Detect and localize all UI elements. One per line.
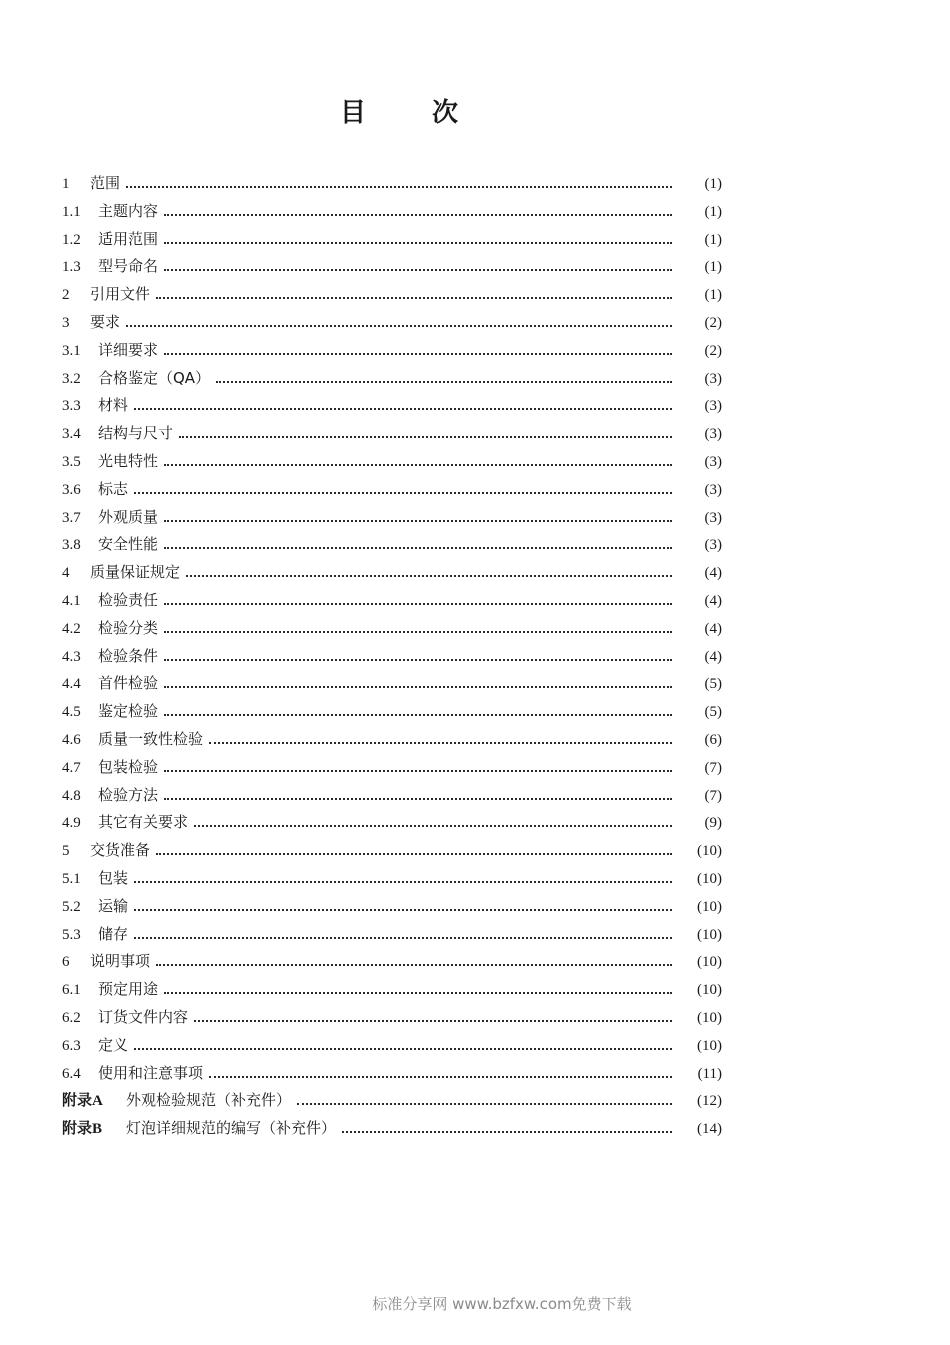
toc-entry-label: 包装 [98, 868, 129, 887]
toc-entry-number: 4.8 [62, 787, 81, 804]
toc-entry-number: 4.7 [62, 759, 81, 776]
toc-entry [62, 728, 722, 756]
toc-entry [62, 895, 722, 923]
toc-entry-label: 引用文件 [90, 285, 151, 304]
toc-entry-page: (1) [704, 203, 722, 220]
toc-entry [62, 422, 722, 450]
toc-entry-label: 灯泡详细规范的编写（补充件） [126, 1119, 337, 1138]
toc-entry-label: 型号命名 [98, 257, 159, 276]
footer-watermark: 标准分享网 www.bzfxw.com免费下载 [372, 1295, 632, 1313]
toc-entry-page: (4) [704, 565, 722, 582]
toc-entry-page: (1) [704, 287, 722, 304]
toc-leader-dots [164, 463, 672, 466]
toc-entry-page: (3) [704, 370, 722, 387]
toc-leader-dots [186, 574, 672, 577]
toc-entry-label: 订货文件内容 [98, 1007, 189, 1026]
toc-entry-label: 标志 [98, 479, 129, 498]
toc-entry-number: 6.3 [62, 1037, 81, 1054]
toc-entry-page: (7) [704, 759, 722, 776]
toc-leader-dots [156, 296, 672, 299]
toc-entry-page: (6) [704, 731, 722, 748]
toc-leader-dots [134, 491, 672, 494]
toc-entry-number: 6.2 [62, 1009, 81, 1026]
toc-entry [62, 784, 722, 812]
toc-entry-label: 检验分类 [98, 618, 159, 637]
toc-entry-page: (7) [704, 787, 722, 804]
toc-entry-page: (1) [704, 176, 722, 192]
toc-entry [62, 617, 722, 645]
toc-entry-label: 合格鉴定（QA） [98, 368, 211, 387]
toc-entry [62, 645, 722, 673]
toc-entry-page: (2) [704, 314, 722, 331]
toc-entry [62, 311, 722, 339]
toc-entry-number: 4.9 [62, 815, 81, 832]
toc-leader-dots [164, 519, 672, 522]
toc-leader-dots [156, 852, 672, 855]
toc-entry-page: (3) [704, 481, 722, 498]
toc-entry-label: 首件检验 [98, 674, 159, 693]
toc-entry-label: 定义 [98, 1035, 129, 1054]
toc-entry-label: 质量一致性检验 [98, 729, 204, 748]
toc-leader-dots [134, 936, 672, 939]
toc-entry-number: 3.7 [62, 509, 81, 526]
toc-leader-dots [194, 1019, 672, 1022]
toc-entry-page: (12) [697, 1093, 722, 1110]
toc-entry-number: 1.2 [62, 231, 81, 248]
toc-entry-label: 范围 [90, 174, 121, 192]
toc-entry-number: 5.3 [62, 926, 81, 943]
toc-entry-page: (5) [704, 676, 722, 693]
toc-entry-label: 使用和注意事项 [98, 1063, 204, 1082]
toc-entry-label: 适用范围 [98, 229, 159, 248]
toc-entry-number: 2 [62, 287, 70, 304]
toc-leader-dots [342, 1130, 672, 1133]
title-part-2: 次 [432, 98, 461, 128]
toc-entry-number: 4.3 [62, 648, 81, 665]
toc-entry-page: (1) [704, 259, 722, 276]
toc-entry-page: (10) [697, 870, 722, 887]
toc-leader-dots [134, 908, 672, 911]
toc-entry-number: 4.6 [62, 731, 81, 748]
page-title [0, 92, 800, 129]
toc-entry [62, 561, 722, 589]
toc-entry [62, 1006, 722, 1034]
toc-leader-dots [164, 713, 672, 716]
toc-entry [62, 1089, 722, 1117]
toc-leader-dots [164, 268, 672, 271]
toc-entry-page: (3) [704, 453, 722, 470]
toc-entry [62, 1034, 722, 1062]
toc-entry-label: 鉴定检验 [98, 702, 159, 721]
toc-entry-label: 包装检验 [98, 757, 159, 776]
toc-entry [62, 200, 722, 228]
toc-entry-page: (2) [704, 342, 722, 359]
toc-entry-page: (10) [697, 926, 722, 943]
toc-entry-label: 其它有关要求 [98, 813, 189, 832]
toc-leader-dots [216, 380, 672, 383]
toc-entry [62, 533, 722, 561]
toc-leader-dots [179, 435, 672, 438]
toc-entry-page: (10) [697, 1037, 722, 1054]
toc-entry [62, 589, 722, 617]
toc-entry [62, 839, 722, 867]
toc-leader-dots [164, 546, 672, 549]
toc-entry [62, 756, 722, 784]
toc-entry-label: 结构与尺寸 [98, 424, 174, 443]
toc-entry-label: 外观检验规范（补充件） [126, 1091, 292, 1110]
toc-entry [62, 339, 722, 367]
toc-entry-page: (4) [704, 592, 722, 609]
toc-entry-label: 检验责任 [98, 590, 159, 609]
toc-entry-number: 4.4 [62, 676, 81, 693]
toc-entry-number: 3.3 [62, 398, 81, 415]
toc-entry-number: 3.1 [62, 342, 81, 359]
toc-entry-label: 要求 [90, 312, 121, 331]
toc-entry-label: 主题内容 [98, 201, 159, 220]
toc-entry-page: (3) [704, 426, 722, 443]
toc-entry-label: 材料 [98, 396, 129, 415]
toc-leader-dots [297, 1102, 672, 1105]
toc-entry [62, 228, 722, 256]
toc-leader-dots [164, 352, 672, 355]
toc-entry [62, 506, 722, 534]
toc-entry-page: (1) [704, 231, 722, 248]
toc-entry [62, 450, 722, 478]
toc-entry-number: 4.5 [62, 704, 81, 721]
toc-entry-page: (10) [697, 982, 722, 999]
toc-entry-number: 附录A [62, 1093, 103, 1110]
toc-entry-number: 4 [62, 565, 70, 582]
toc-entry-number: 1 [62, 176, 70, 192]
toc-entry-page: (11) [697, 1065, 722, 1082]
toc-leader-dots [126, 185, 672, 188]
title-part-1: 目 [339, 98, 368, 128]
toc-entry-label: 检验条件 [98, 646, 159, 665]
toc-entry-label: 详细要求 [98, 340, 159, 359]
toc-leader-dots [134, 1047, 672, 1050]
toc-entry-number: 3.2 [62, 370, 81, 387]
toc-leader-dots [164, 769, 672, 772]
toc-entry [62, 172, 722, 200]
toc-entry-number: 3.8 [62, 537, 81, 554]
toc-leader-dots [126, 324, 672, 327]
toc-entry-label: 光电特性 [98, 451, 159, 470]
toc-entry [62, 478, 722, 506]
toc-leader-dots [134, 880, 672, 883]
toc-entry-number: 3.4 [62, 426, 81, 443]
toc-entry [62, 394, 722, 422]
toc-entry-label: 储存 [98, 924, 129, 943]
toc-leader-dots [156, 963, 672, 966]
toc-entry-number: 4.1 [62, 592, 81, 609]
toc-entry-page: (9) [704, 815, 722, 832]
toc-entry [62, 700, 722, 728]
toc-entry-number: 3.5 [62, 453, 81, 470]
toc-leader-dots [164, 797, 672, 800]
toc-entry-number: 3 [62, 314, 70, 331]
toc-entry-label: 交货准备 [90, 841, 151, 860]
toc-entry [62, 867, 722, 895]
toc-leader-dots [164, 991, 672, 994]
toc-entry-label: 预定用途 [98, 980, 159, 999]
toc-entry-number: 6 [62, 954, 70, 971]
toc-leader-dots [164, 630, 672, 633]
toc-entry-page: (3) [704, 509, 722, 526]
toc-entry-number: 1.1 [62, 203, 81, 220]
toc-entry-page: (10) [697, 1009, 722, 1026]
toc-leader-dots [164, 241, 672, 244]
toc-entry-label: 说明事项 [90, 952, 151, 971]
toc-entry-page: (10) [697, 954, 722, 971]
toc-entry-page: (10) [697, 898, 722, 915]
toc-entry-page: (10) [697, 843, 722, 860]
toc-leader-dots [164, 213, 672, 216]
toc-leader-dots [164, 658, 672, 661]
toc-entry [62, 672, 722, 700]
toc-entry-page: (5) [704, 704, 722, 721]
toc-entry [62, 1117, 722, 1145]
toc-leader-dots [134, 407, 672, 410]
toc-entry-page: (3) [704, 537, 722, 554]
toc-entry [62, 950, 722, 978]
toc-entry-label: 质量保证规定 [90, 563, 181, 582]
toc-entry-page: (4) [704, 620, 722, 637]
toc-entry [62, 367, 722, 395]
toc-entry-number: 附录B [62, 1121, 103, 1138]
toc-entry-number: 6.4 [62, 1065, 81, 1082]
toc-entry-number: 5.1 [62, 870, 81, 887]
toc-entry-number: 5 [62, 843, 70, 860]
toc-entry-label: 检验方法 [98, 785, 159, 804]
toc-entry-page: (14) [697, 1121, 722, 1138]
toc-leader-dots [209, 1075, 672, 1078]
toc-entry [62, 255, 722, 283]
toc-entry-label: 安全性能 [98, 535, 159, 554]
toc-entry-label: 运输 [98, 896, 129, 915]
toc-entry-number: 4.2 [62, 620, 81, 637]
toc-leader-dots [164, 685, 672, 688]
toc-entry [62, 923, 722, 951]
toc-entry [62, 978, 722, 1006]
toc-entry-number: 6.1 [62, 982, 81, 999]
toc-entry-label: 外观质量 [98, 507, 159, 526]
toc-entry-page: (4) [704, 648, 722, 665]
toc-entry [62, 1062, 722, 1090]
toc-entry [62, 283, 722, 311]
toc-entry [62, 811, 722, 839]
toc-entry-number: 3.6 [62, 481, 81, 498]
table-of-contents [62, 172, 722, 1145]
toc-entry-number: 1.3 [62, 259, 81, 276]
toc-leader-dots [209, 741, 672, 744]
toc-leader-dots [164, 602, 672, 605]
toc-entry-number: 5.2 [62, 898, 81, 915]
toc-leader-dots [194, 824, 672, 827]
toc-entry-page: (3) [704, 398, 722, 415]
